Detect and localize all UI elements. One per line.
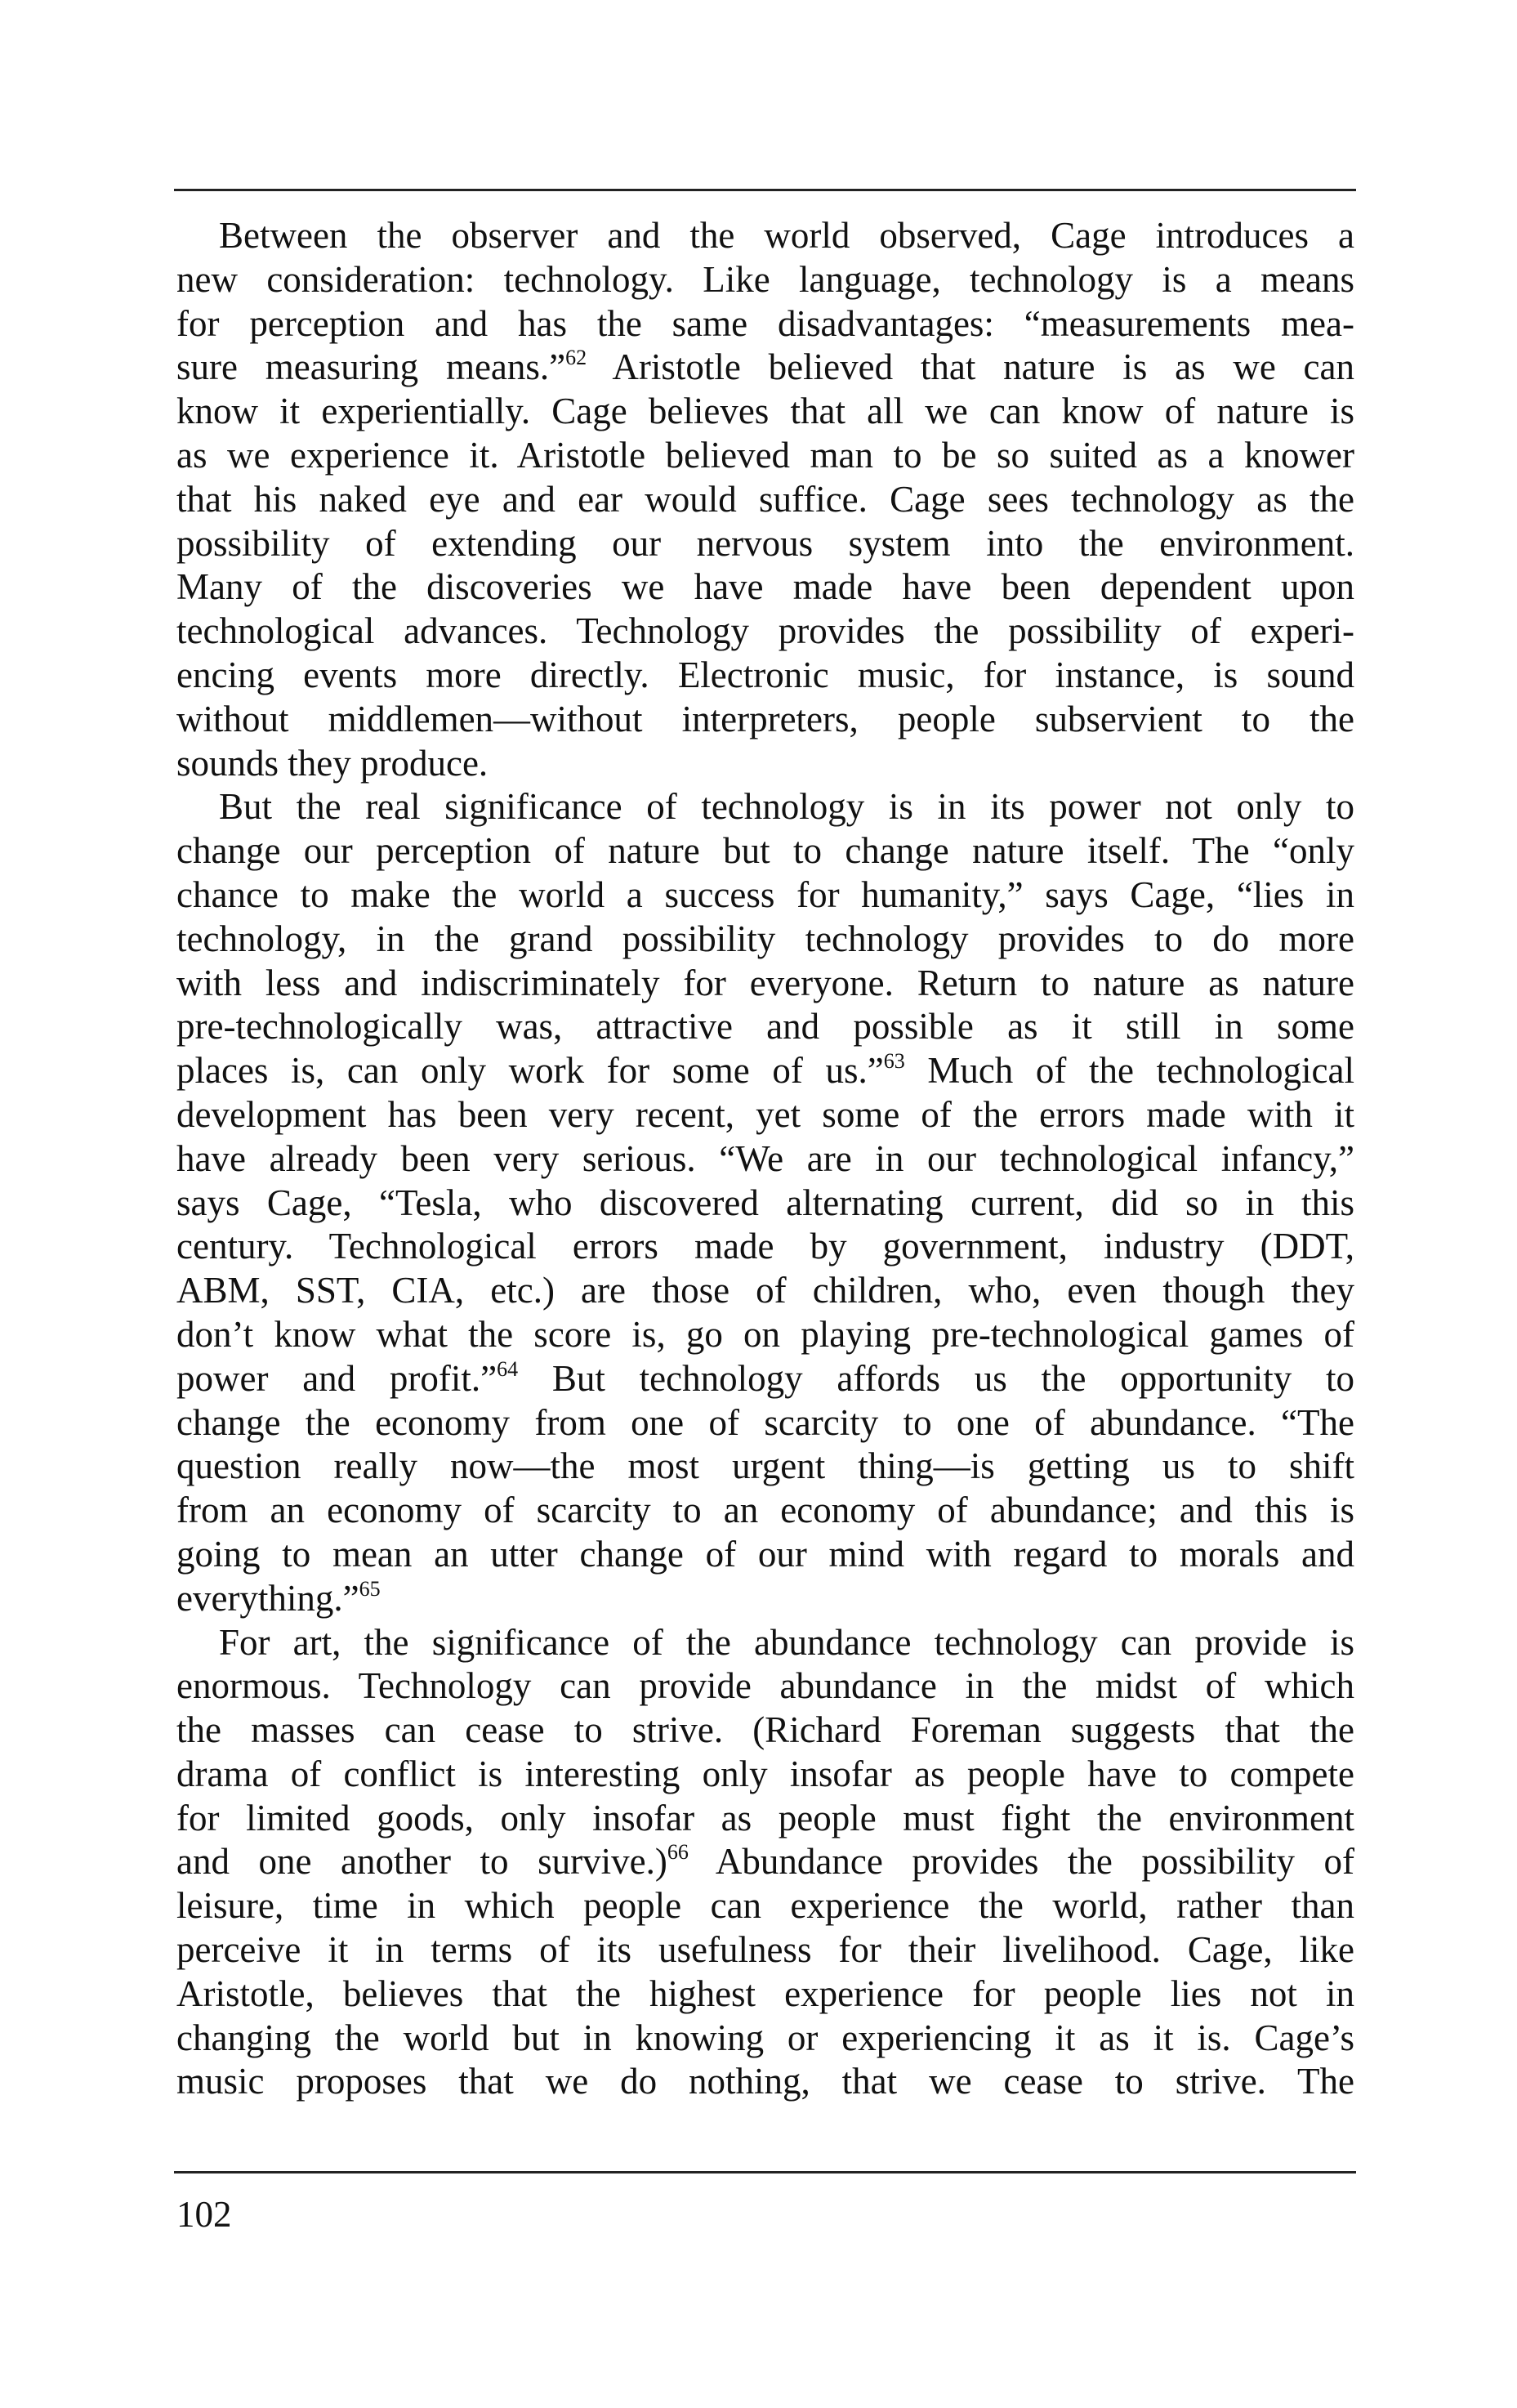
text-line: [176, 785, 1354, 829]
text-line: [176, 698, 1354, 742]
text-line: [176, 1049, 1354, 1093]
line-text: don’t know what the score is, go on playing pre-technological games of: [176, 1313, 1354, 1355]
text-line: [176, 742, 1354, 786]
line-text: as we experience it. Aristotle believed man to be so suited as a knower: [176, 434, 1354, 476]
line-text: from an economy of scarcity to an economy of abundance; and this is: [176, 1490, 1354, 1531]
line-text: technology, in the grand possibility technology provides to do more: [176, 918, 1354, 959]
line-text: encing events more directly. Electronic music, for instance, is sound: [176, 654, 1354, 695]
text-line: [176, 1577, 1354, 1621]
line-text: chance to make the world a success for humanity,” says Cage, “lies in: [176, 873, 1354, 915]
text-line: [176, 1313, 1354, 1357]
line-text: for perception and has the same disadvantages: “measurements mea-: [176, 302, 1354, 344]
text-line: [176, 1445, 1354, 1489]
line-text: drama of conflict is interesting only insofar as people have to compete: [176, 1753, 1354, 1794]
text-line: [176, 1401, 1354, 1445]
text-line: [176, 522, 1354, 566]
line-text: possibility of extending our nervous system into the environment.: [176, 522, 1354, 564]
line-text: that his naked eye and ear would suffice. Cage sees technology as the: [176, 478, 1354, 520]
text-line: [176, 873, 1354, 918]
text-line: [176, 214, 1354, 258]
text-line: [176, 1972, 1354, 2017]
line-text: century. Technological errors made by government, industry (DDT,: [176, 1226, 1354, 1267]
line-text: change the economy from one of scarcity to one of abundance. “The: [176, 1401, 1354, 1443]
bottom-rule: [174, 2171, 1356, 2173]
page-number: 102: [176, 2194, 232, 2235]
footnote-ref: 65: [359, 1576, 381, 1601]
top-rule: [174, 189, 1356, 191]
text-line: [176, 1137, 1354, 1182]
line-text: Many of the discoveries we have made have been dependent upon: [176, 566, 1354, 608]
line-text-continued: Abundance provides the possibility of: [688, 1841, 1355, 1883]
text-line: [176, 1489, 1354, 1533]
footnote-ref: 62: [565, 346, 587, 370]
text-line: [176, 2017, 1354, 2061]
text-line: [176, 1357, 1354, 1401]
text-line: [176, 390, 1354, 434]
text-line: [176, 1093, 1354, 1137]
line-text: says Cage, “Tesla, who discovered alternating current, did so in this: [176, 1182, 1354, 1223]
text-line: [176, 829, 1354, 873]
line-text: without middlemen—without interpreters, people subservient to the: [176, 698, 1354, 739]
line-text: But the real significance of technology is in its power not only to: [219, 786, 1354, 828]
line-text: know it experientially. Cage believes that all we can know of nature is: [176, 391, 1354, 432]
line-text: the masses can cease to strive. (Richard Foreman suggests that the: [176, 1709, 1354, 1751]
line-text-continued: Aristotle believed that nature is as we can: [587, 346, 1355, 388]
line-text: development has been very recent, yet some of the errors made with it: [176, 1093, 1354, 1135]
text-line: [176, 1797, 1354, 1841]
text-line: [176, 434, 1354, 478]
line-text: have already been very serious. “We are in our technological infancy,”: [176, 1137, 1354, 1179]
line-text: going to mean an utter change of our mind with regard to morals and: [176, 1533, 1354, 1575]
text-line: [176, 1005, 1354, 1049]
text-line: [176, 478, 1354, 522]
line-text: enormous. Technology can provide abundance in the midst of which: [176, 1665, 1354, 1707]
line-text: power and profit.”: [176, 1357, 497, 1399]
text-line: [176, 654, 1354, 698]
text-line: [176, 1621, 1354, 1665]
line-text: with less and indiscriminately for everyone. Return to nature as nature: [176, 962, 1354, 1003]
text-line: [176, 565, 1354, 610]
body-text: [176, 214, 1354, 2104]
line-text: places is, can only work for some of us.”: [176, 1050, 884, 1092]
line-text: question really now—the most urgent thing—is getting us to shift: [176, 1445, 1354, 1487]
line-text: technological advances. Technology provides the possibility of experi-: [176, 610, 1354, 652]
text-line: [176, 1840, 1354, 1884]
footnote-ref: 63: [883, 1049, 905, 1074]
text-line: [176, 1182, 1354, 1226]
line-text: pre-technologically was, attractive and possible as it still in some: [176, 1006, 1354, 1048]
line-text: sounds they produce.: [176, 742, 489, 784]
line-text: For art, the significance of the abundance technology can provide is: [219, 1621, 1354, 1663]
line-text: sure measuring means.”: [176, 346, 566, 388]
line-text: new consideration: technology. Like language, technology is a means: [176, 258, 1354, 300]
line-text: Between the observer and the world observed, Cage introduces a: [219, 215, 1354, 256]
text-line: [176, 1533, 1354, 1577]
line-text: leisure, time in which people can experience the world, rather than: [176, 1885, 1354, 1927]
line-text-continued: Much of the technological: [904, 1050, 1354, 1092]
text-line: [176, 1884, 1354, 1928]
text-line: [176, 1709, 1354, 1753]
line-text: changing the world but in knowing or experiencing it as it is. Cage’s: [176, 2017, 1354, 2058]
line-text: change our perception of nature but to change nature itself. The “only: [176, 830, 1354, 872]
text-line: [176, 918, 1354, 962]
text-line: [176, 610, 1354, 654]
text-line: [176, 2060, 1354, 2104]
line-text: and one another to survive.): [176, 1841, 667, 1883]
text-line: [176, 258, 1354, 302]
line-text: music proposes that we do nothing, that we cease to strive. The: [176, 2061, 1354, 2102]
text-line: [176, 346, 1354, 390]
text-line: [176, 1225, 1354, 1269]
line-text: for limited goods, only insofar as people must fight the environment: [176, 1797, 1354, 1838]
line-text: Aristotle, believes that the highest experience for people lies not in: [176, 1972, 1354, 2014]
text-line: [176, 962, 1354, 1006]
footnote-ref: 66: [667, 1840, 689, 1865]
line-text: everything.”: [176, 1577, 359, 1619]
text-line: [176, 1269, 1354, 1313]
text-line: [176, 302, 1354, 346]
line-text: ABM, SST, CIA, etc.) are those of children, who, even though they: [176, 1270, 1354, 1311]
text-line: [176, 1928, 1354, 1972]
text-line: [176, 1753, 1354, 1797]
footnote-ref: 64: [497, 1356, 519, 1381]
text-line: [176, 1664, 1354, 1709]
line-text-continued: But technology affords us the opportunity to: [518, 1357, 1354, 1399]
line-text: perceive it in terms of its usefulness for their livelihood. Cage, like: [176, 1929, 1354, 1971]
